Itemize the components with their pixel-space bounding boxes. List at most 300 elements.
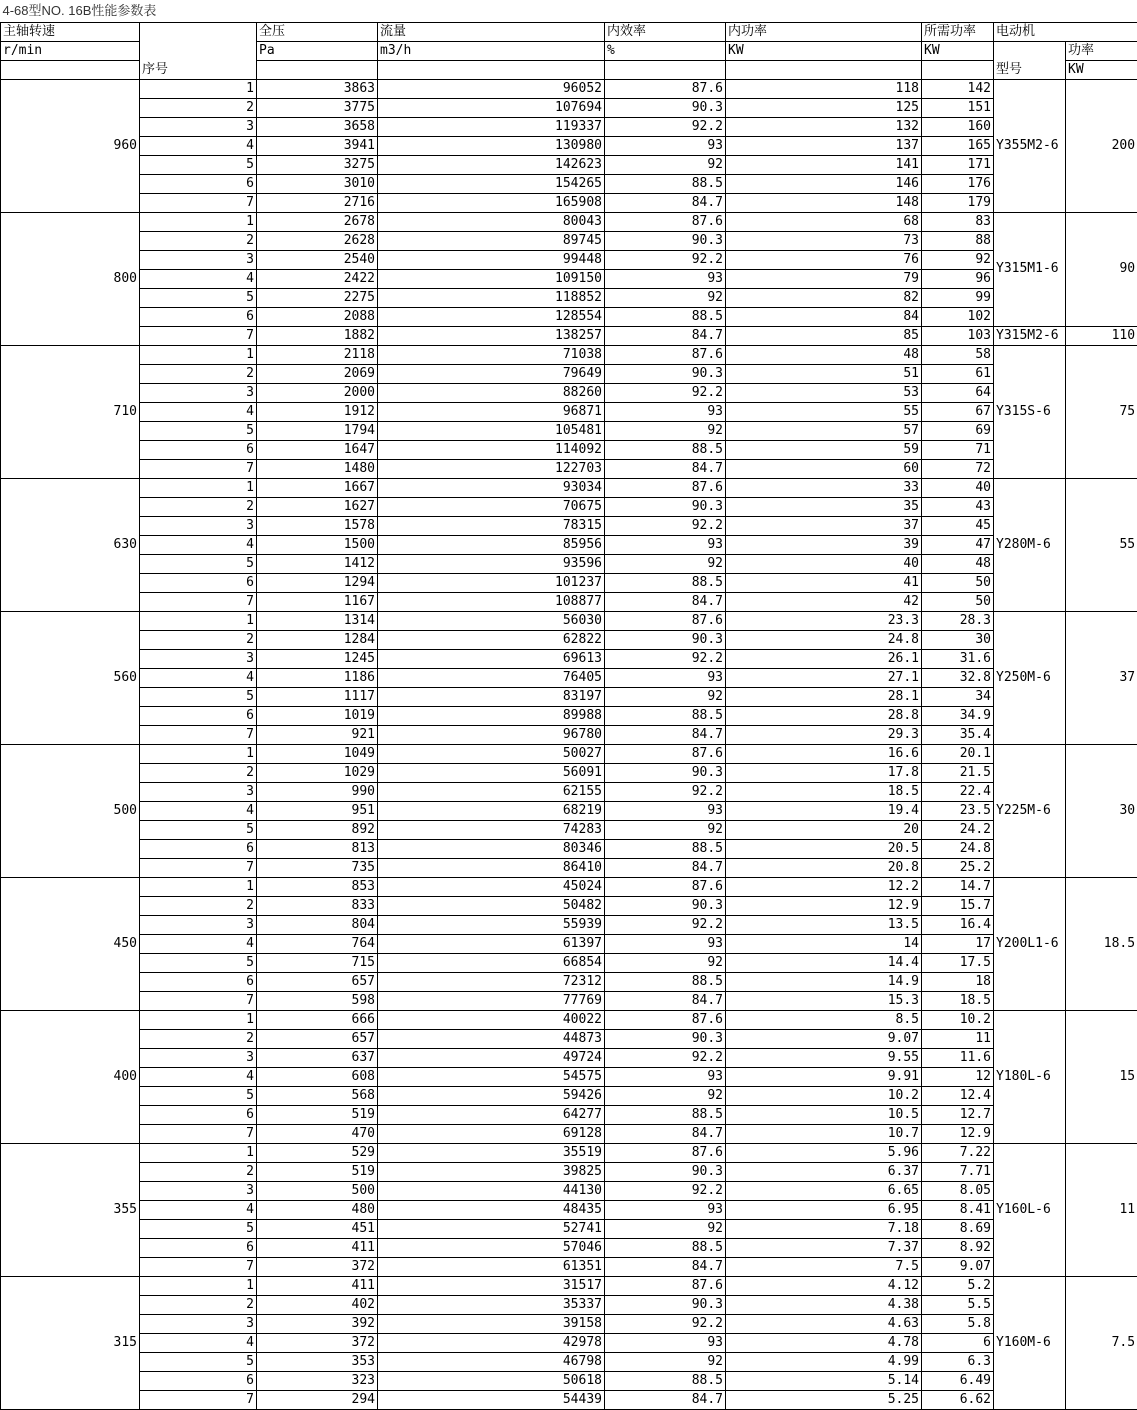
pressure-cell[interactable]: 500 xyxy=(257,1181,378,1200)
required-power-cell[interactable]: 12 xyxy=(922,1067,994,1086)
flow-cell[interactable]: 61397 xyxy=(378,934,605,953)
row-index-cell[interactable]: 5 xyxy=(140,288,257,307)
internal-power-cell[interactable]: 73 xyxy=(726,231,922,250)
flow-cell[interactable]: 89745 xyxy=(378,231,605,250)
internal-power-cell[interactable]: 12.2 xyxy=(726,877,922,896)
flow-cell[interactable]: 31517 xyxy=(378,1276,605,1295)
row-index-cell[interactable]: 6 xyxy=(140,573,257,592)
row-index-cell[interactable]: 6 xyxy=(140,706,257,725)
required-power-cell[interactable]: 10.2 xyxy=(922,1010,994,1029)
efficiency-cell[interactable]: 87.6 xyxy=(605,1010,726,1029)
efficiency-cell[interactable]: 93 xyxy=(605,934,726,953)
internal-power-cell[interactable]: 4.12 xyxy=(726,1276,922,1295)
row-index-cell[interactable]: 5 xyxy=(140,687,257,706)
efficiency-cell[interactable]: 93 xyxy=(605,402,726,421)
header-blank-cell[interactable] xyxy=(1,60,140,79)
pressure-cell[interactable]: 568 xyxy=(257,1086,378,1105)
required-power-cell[interactable]: 14.7 xyxy=(922,877,994,896)
flow-cell[interactable]: 93034 xyxy=(378,478,605,497)
row-index-cell[interactable]: 1 xyxy=(140,478,257,497)
row-index-cell[interactable]: 2 xyxy=(140,98,257,117)
internal-power-cell[interactable]: 24.8 xyxy=(726,630,922,649)
efficiency-cell[interactable]: 90.3 xyxy=(605,763,726,782)
header-speed[interactable]: 主轴转速 xyxy=(1,22,140,41)
required-power-cell[interactable]: 103 xyxy=(922,326,994,345)
internal-power-cell[interactable]: 118 xyxy=(726,79,922,98)
motor-power-cell[interactable]: 110 xyxy=(1066,326,1137,345)
row-index-cell[interactable]: 7 xyxy=(140,1390,257,1409)
pressure-cell[interactable]: 1647 xyxy=(257,440,378,459)
row-index-cell[interactable]: 4 xyxy=(140,136,257,155)
internal-power-cell[interactable]: 37 xyxy=(726,516,922,535)
flow-cell[interactable]: 44130 xyxy=(378,1181,605,1200)
row-index-cell[interactable]: 6 xyxy=(140,1105,257,1124)
internal-power-cell[interactable]: 68 xyxy=(726,212,922,231)
efficiency-cell[interactable]: 93 xyxy=(605,1200,726,1219)
flow-cell[interactable]: 70675 xyxy=(378,497,605,516)
required-power-cell[interactable]: 24.2 xyxy=(922,820,994,839)
pressure-cell[interactable]: 2118 xyxy=(257,345,378,364)
pressure-cell[interactable]: 402 xyxy=(257,1295,378,1314)
required-power-cell[interactable]: 21.5 xyxy=(922,763,994,782)
pressure-cell[interactable]: 519 xyxy=(257,1105,378,1124)
flow-cell[interactable]: 39825 xyxy=(378,1162,605,1181)
flow-cell[interactable]: 46798 xyxy=(378,1352,605,1371)
speed-cell[interactable]: 800 xyxy=(1,212,140,345)
pressure-cell[interactable]: 813 xyxy=(257,839,378,858)
internal-power-cell[interactable]: 17.8 xyxy=(726,763,922,782)
unit-motor-power[interactable]: KW xyxy=(1066,60,1137,79)
flow-cell[interactable]: 62155 xyxy=(378,782,605,801)
flow-cell[interactable]: 64277 xyxy=(378,1105,605,1124)
row-index-cell[interactable]: 4 xyxy=(140,1067,257,1086)
efficiency-cell[interactable]: 92.2 xyxy=(605,250,726,269)
required-power-cell[interactable]: 6.62 xyxy=(922,1390,994,1409)
pressure-cell[interactable]: 892 xyxy=(257,820,378,839)
pressure-cell[interactable]: 372 xyxy=(257,1333,378,1352)
required-power-cell[interactable]: 50 xyxy=(922,592,994,611)
row-index-cell[interactable]: 4 xyxy=(140,1200,257,1219)
required-power-cell[interactable]: 6.3 xyxy=(922,1352,994,1371)
efficiency-cell[interactable]: 84.7 xyxy=(605,991,726,1010)
internal-power-cell[interactable]: 14 xyxy=(726,934,922,953)
row-index-cell[interactable]: 3 xyxy=(140,516,257,535)
flow-cell[interactable]: 89988 xyxy=(378,706,605,725)
row-index-cell[interactable]: 3 xyxy=(140,250,257,269)
header-internal-power[interactable]: 内功率 xyxy=(726,22,922,41)
header-motor-model[interactable]: 型号 xyxy=(994,41,1066,79)
required-power-cell[interactable]: 45 xyxy=(922,516,994,535)
header-blank-cell[interactable] xyxy=(922,60,994,79)
motor-power-cell[interactable]: 11 xyxy=(1066,1143,1137,1276)
internal-power-cell[interactable]: 39 xyxy=(726,535,922,554)
internal-power-cell[interactable]: 20.8 xyxy=(726,858,922,877)
speed-cell[interactable]: 355 xyxy=(1,1143,140,1276)
internal-power-cell[interactable]: 79 xyxy=(726,269,922,288)
efficiency-cell[interactable]: 90.3 xyxy=(605,630,726,649)
row-index-cell[interactable]: 5 xyxy=(140,155,257,174)
flow-cell[interactable]: 59426 xyxy=(378,1086,605,1105)
required-power-cell[interactable]: 8.69 xyxy=(922,1219,994,1238)
required-power-cell[interactable]: 47 xyxy=(922,535,994,554)
motor-power-cell[interactable]: 55 xyxy=(1066,478,1137,611)
speed-cell[interactable]: 315 xyxy=(1,1276,140,1409)
header-pressure[interactable]: 全压 xyxy=(257,22,378,41)
pressure-cell[interactable]: 1627 xyxy=(257,497,378,516)
required-power-cell[interactable]: 18 xyxy=(922,972,994,991)
internal-power-cell[interactable]: 6.95 xyxy=(726,1200,922,1219)
pressure-cell[interactable]: 735 xyxy=(257,858,378,877)
efficiency-cell[interactable]: 92.2 xyxy=(605,516,726,535)
row-index-cell[interactable]: 5 xyxy=(140,421,257,440)
row-index-cell[interactable]: 6 xyxy=(140,972,257,991)
efficiency-cell[interactable]: 93 xyxy=(605,668,726,687)
flow-cell[interactable]: 40022 xyxy=(378,1010,605,1029)
unit-pressure[interactable]: Pa xyxy=(257,41,378,60)
internal-power-cell[interactable]: 53 xyxy=(726,383,922,402)
pressure-cell[interactable]: 1186 xyxy=(257,668,378,687)
flow-cell[interactable]: 107694 xyxy=(378,98,605,117)
required-power-cell[interactable]: 17 xyxy=(922,934,994,953)
row-index-cell[interactable]: 5 xyxy=(140,953,257,972)
row-index-cell[interactable]: 7 xyxy=(140,1124,257,1143)
motor-power-cell[interactable]: 7.5 xyxy=(1066,1276,1137,1409)
required-power-cell[interactable]: 6.49 xyxy=(922,1371,994,1390)
required-power-cell[interactable]: 96 xyxy=(922,269,994,288)
internal-power-cell[interactable]: 9.91 xyxy=(726,1067,922,1086)
flow-cell[interactable]: 57046 xyxy=(378,1238,605,1257)
pressure-cell[interactable]: 2540 xyxy=(257,250,378,269)
internal-power-cell[interactable]: 41 xyxy=(726,573,922,592)
efficiency-cell[interactable]: 92.2 xyxy=(605,383,726,402)
motor-model-cell[interactable]: Y250M-6 xyxy=(994,611,1066,744)
internal-power-cell[interactable]: 48 xyxy=(726,345,922,364)
pressure-cell[interactable]: 1912 xyxy=(257,402,378,421)
pressure-cell[interactable]: 3275 xyxy=(257,155,378,174)
flow-cell[interactable]: 61351 xyxy=(378,1257,605,1276)
internal-power-cell[interactable]: 55 xyxy=(726,402,922,421)
flow-cell[interactable]: 93596 xyxy=(378,554,605,573)
flow-cell[interactable]: 96052 xyxy=(378,79,605,98)
flow-cell[interactable]: 50618 xyxy=(378,1371,605,1390)
pressure-cell[interactable]: 2069 xyxy=(257,364,378,383)
flow-cell[interactable]: 99448 xyxy=(378,250,605,269)
internal-power-cell[interactable]: 9.55 xyxy=(726,1048,922,1067)
pressure-cell[interactable]: 1794 xyxy=(257,421,378,440)
motor-model-cell[interactable]: Y225M-6 xyxy=(994,744,1066,877)
internal-power-cell[interactable]: 23.3 xyxy=(726,611,922,630)
row-index-cell[interactable]: 3 xyxy=(140,1314,257,1333)
pressure-cell[interactable]: 1117 xyxy=(257,687,378,706)
flow-cell[interactable]: 83197 xyxy=(378,687,605,706)
efficiency-cell[interactable]: 87.6 xyxy=(605,478,726,497)
efficiency-cell[interactable]: 92.2 xyxy=(605,1314,726,1333)
pressure-cell[interactable]: 2275 xyxy=(257,288,378,307)
internal-power-cell[interactable]: 6.37 xyxy=(726,1162,922,1181)
pressure-cell[interactable]: 833 xyxy=(257,896,378,915)
motor-model-cell[interactable]: Y280M-6 xyxy=(994,478,1066,611)
row-index-cell[interactable]: 2 xyxy=(140,630,257,649)
efficiency-cell[interactable]: 84.7 xyxy=(605,1124,726,1143)
row-index-cell[interactable]: 6 xyxy=(140,174,257,193)
pressure-cell[interactable]: 1412 xyxy=(257,554,378,573)
row-index-cell[interactable]: 1 xyxy=(140,212,257,231)
pressure-cell[interactable]: 2716 xyxy=(257,193,378,212)
row-index-cell[interactable]: 4 xyxy=(140,801,257,820)
row-index-cell[interactable]: 2 xyxy=(140,364,257,383)
required-power-cell[interactable]: 48 xyxy=(922,554,994,573)
flow-cell[interactable]: 119337 xyxy=(378,117,605,136)
flow-cell[interactable]: 86410 xyxy=(378,858,605,877)
efficiency-cell[interactable]: 84.7 xyxy=(605,193,726,212)
internal-power-cell[interactable]: 76 xyxy=(726,250,922,269)
row-index-cell[interactable]: 7 xyxy=(140,326,257,345)
internal-power-cell[interactable]: 148 xyxy=(726,193,922,212)
efficiency-cell[interactable]: 88.5 xyxy=(605,1371,726,1390)
required-power-cell[interactable]: 72 xyxy=(922,459,994,478)
internal-power-cell[interactable]: 9.07 xyxy=(726,1029,922,1048)
required-power-cell[interactable]: 151 xyxy=(922,98,994,117)
required-power-cell[interactable]: 31.6 xyxy=(922,649,994,668)
efficiency-cell[interactable]: 88.5 xyxy=(605,1238,726,1257)
required-power-cell[interactable]: 171 xyxy=(922,155,994,174)
row-index-cell[interactable]: 5 xyxy=(140,1352,257,1371)
speed-cell[interactable]: 960 xyxy=(1,79,140,212)
required-power-cell[interactable]: 8.92 xyxy=(922,1238,994,1257)
sheet-title[interactable]: 4-68型NO. 16B性能参数表 xyxy=(1,0,1137,22)
required-power-cell[interactable]: 8.05 xyxy=(922,1181,994,1200)
required-power-cell[interactable]: 9.07 xyxy=(922,1257,994,1276)
required-power-cell[interactable]: 5.5 xyxy=(922,1295,994,1314)
efficiency-cell[interactable]: 92 xyxy=(605,1219,726,1238)
pressure-cell[interactable]: 323 xyxy=(257,1371,378,1390)
pressure-cell[interactable]: 637 xyxy=(257,1048,378,1067)
efficiency-cell[interactable]: 90.3 xyxy=(605,896,726,915)
efficiency-cell[interactable]: 92 xyxy=(605,953,726,972)
pressure-cell[interactable]: 1245 xyxy=(257,649,378,668)
pressure-cell[interactable]: 411 xyxy=(257,1276,378,1295)
header-blank-cell[interactable] xyxy=(257,60,378,79)
pressure-cell[interactable]: 764 xyxy=(257,934,378,953)
row-index-cell[interactable]: 3 xyxy=(140,1181,257,1200)
row-index-cell[interactable]: 4 xyxy=(140,934,257,953)
required-power-cell[interactable]: 165 xyxy=(922,136,994,155)
efficiency-cell[interactable]: 87.6 xyxy=(605,1276,726,1295)
row-index-cell[interactable]: 5 xyxy=(140,554,257,573)
internal-power-cell[interactable]: 85 xyxy=(726,326,922,345)
row-index-cell[interactable]: 6 xyxy=(140,1238,257,1257)
efficiency-cell[interactable]: 88.5 xyxy=(605,839,726,858)
flow-cell[interactable]: 71038 xyxy=(378,345,605,364)
flow-cell[interactable]: 35337 xyxy=(378,1295,605,1314)
required-power-cell[interactable]: 61 xyxy=(922,364,994,383)
row-index-cell[interactable]: 1 xyxy=(140,611,257,630)
required-power-cell[interactable]: 16.4 xyxy=(922,915,994,934)
flow-cell[interactable]: 45024 xyxy=(378,877,605,896)
row-index-cell[interactable]: 4 xyxy=(140,668,257,687)
pressure-cell[interactable]: 470 xyxy=(257,1124,378,1143)
efficiency-cell[interactable]: 84.7 xyxy=(605,1257,726,1276)
pressure-cell[interactable]: 294 xyxy=(257,1390,378,1409)
required-power-cell[interactable]: 12.9 xyxy=(922,1124,994,1143)
motor-model-cell[interactable]: Y160M-6 xyxy=(994,1276,1066,1409)
required-power-cell[interactable]: 11 xyxy=(922,1029,994,1048)
row-index-cell[interactable]: 2 xyxy=(140,1162,257,1181)
row-index-cell[interactable]: 1 xyxy=(140,744,257,763)
row-index-cell[interactable]: 7 xyxy=(140,459,257,478)
header-motor-power[interactable]: 功率 xyxy=(1066,41,1137,60)
pressure-cell[interactable]: 2628 xyxy=(257,231,378,250)
pressure-cell[interactable]: 2088 xyxy=(257,307,378,326)
internal-power-cell[interactable]: 26.1 xyxy=(726,649,922,668)
efficiency-cell[interactable]: 88.5 xyxy=(605,972,726,991)
flow-cell[interactable]: 101237 xyxy=(378,573,605,592)
internal-power-cell[interactable]: 42 xyxy=(726,592,922,611)
required-power-cell[interactable]: 8.41 xyxy=(922,1200,994,1219)
efficiency-cell[interactable]: 93 xyxy=(605,535,726,554)
required-power-cell[interactable]: 20.1 xyxy=(922,744,994,763)
required-power-cell[interactable]: 28.3 xyxy=(922,611,994,630)
required-power-cell[interactable]: 5.2 xyxy=(922,1276,994,1295)
internal-power-cell[interactable]: 59 xyxy=(726,440,922,459)
efficiency-cell[interactable]: 92 xyxy=(605,421,726,440)
required-power-cell[interactable]: 18.5 xyxy=(922,991,994,1010)
motor-power-cell[interactable]: 75 xyxy=(1066,345,1137,478)
unit-speed[interactable]: r/min xyxy=(1,41,140,60)
pressure-cell[interactable]: 3775 xyxy=(257,98,378,117)
efficiency-cell[interactable]: 84.7 xyxy=(605,1390,726,1409)
pressure-cell[interactable]: 480 xyxy=(257,1200,378,1219)
flow-cell[interactable]: 122703 xyxy=(378,459,605,478)
efficiency-cell[interactable]: 92.2 xyxy=(605,782,726,801)
speed-cell[interactable]: 500 xyxy=(1,744,140,877)
speed-cell[interactable]: 560 xyxy=(1,611,140,744)
row-index-cell[interactable]: 3 xyxy=(140,649,257,668)
required-power-cell[interactable]: 7.22 xyxy=(922,1143,994,1162)
internal-power-cell[interactable]: 35 xyxy=(726,497,922,516)
row-index-cell[interactable]: 4 xyxy=(140,402,257,421)
internal-power-cell[interactable]: 7.5 xyxy=(726,1257,922,1276)
efficiency-cell[interactable]: 92.2 xyxy=(605,117,726,136)
efficiency-cell[interactable]: 92 xyxy=(605,155,726,174)
required-power-cell[interactable]: 25.2 xyxy=(922,858,994,877)
motor-power-cell[interactable]: 30 xyxy=(1066,744,1137,877)
required-power-cell[interactable]: 58 xyxy=(922,345,994,364)
required-power-cell[interactable]: 88 xyxy=(922,231,994,250)
pressure-cell[interactable]: 353 xyxy=(257,1352,378,1371)
efficiency-cell[interactable]: 88.5 xyxy=(605,706,726,725)
row-index-cell[interactable]: 2 xyxy=(140,1029,257,1048)
internal-power-cell[interactable]: 33 xyxy=(726,478,922,497)
internal-power-cell[interactable]: 4.99 xyxy=(726,1352,922,1371)
pressure-cell[interactable]: 1578 xyxy=(257,516,378,535)
row-index-cell[interactable]: 2 xyxy=(140,231,257,250)
row-index-cell[interactable]: 1 xyxy=(140,79,257,98)
flow-cell[interactable]: 80346 xyxy=(378,839,605,858)
pressure-cell[interactable]: 853 xyxy=(257,877,378,896)
internal-power-cell[interactable]: 14.4 xyxy=(726,953,922,972)
motor-power-cell[interactable]: 15 xyxy=(1066,1010,1137,1143)
motor-model-cell[interactable]: Y200L1-6 xyxy=(994,877,1066,1010)
internal-power-cell[interactable]: 5.14 xyxy=(726,1371,922,1390)
pressure-cell[interactable]: 372 xyxy=(257,1257,378,1276)
flow-cell[interactable]: 56091 xyxy=(378,763,605,782)
flow-cell[interactable]: 52741 xyxy=(378,1219,605,1238)
flow-cell[interactable]: 50027 xyxy=(378,744,605,763)
header-blank-cell[interactable] xyxy=(378,60,605,79)
efficiency-cell[interactable]: 93 xyxy=(605,801,726,820)
pressure-cell[interactable]: 1314 xyxy=(257,611,378,630)
efficiency-cell[interactable]: 90.3 xyxy=(605,1295,726,1314)
internal-power-cell[interactable]: 5.96 xyxy=(726,1143,922,1162)
motor-model-cell[interactable]: Y315M1-6 xyxy=(994,212,1066,326)
row-index-cell[interactable]: 6 xyxy=(140,1371,257,1390)
required-power-cell[interactable]: 69 xyxy=(922,421,994,440)
row-index-cell[interactable]: 4 xyxy=(140,269,257,288)
row-index-cell[interactable]: 6 xyxy=(140,307,257,326)
internal-power-cell[interactable]: 14.9 xyxy=(726,972,922,991)
pressure-cell[interactable]: 657 xyxy=(257,972,378,991)
pressure-cell[interactable]: 1049 xyxy=(257,744,378,763)
header-required-power[interactable]: 所需功率 xyxy=(922,22,994,41)
required-power-cell[interactable]: 32.8 xyxy=(922,668,994,687)
efficiency-cell[interactable]: 93 xyxy=(605,1333,726,1352)
efficiency-cell[interactable]: 92.2 xyxy=(605,1048,726,1067)
flow-cell[interactable]: 72312 xyxy=(378,972,605,991)
efficiency-cell[interactable]: 88.5 xyxy=(605,174,726,193)
efficiency-cell[interactable]: 93 xyxy=(605,1067,726,1086)
efficiency-cell[interactable]: 90.3 xyxy=(605,98,726,117)
pressure-cell[interactable]: 529 xyxy=(257,1143,378,1162)
efficiency-cell[interactable]: 87.6 xyxy=(605,877,726,896)
row-index-cell[interactable]: 2 xyxy=(140,497,257,516)
pressure-cell[interactable]: 1019 xyxy=(257,706,378,725)
efficiency-cell[interactable]: 87.6 xyxy=(605,1143,726,1162)
motor-model-cell[interactable]: Y355M2-6 xyxy=(994,79,1066,212)
internal-power-cell[interactable]: 125 xyxy=(726,98,922,117)
efficiency-cell[interactable]: 88.5 xyxy=(605,307,726,326)
row-index-cell[interactable]: 1 xyxy=(140,1276,257,1295)
internal-power-cell[interactable]: 8.5 xyxy=(726,1010,922,1029)
required-power-cell[interactable]: 35.4 xyxy=(922,725,994,744)
row-index-cell[interactable]: 3 xyxy=(140,383,257,402)
internal-power-cell[interactable]: 132 xyxy=(726,117,922,136)
internal-power-cell[interactable]: 7.37 xyxy=(726,1238,922,1257)
required-power-cell[interactable]: 22.4 xyxy=(922,782,994,801)
flow-cell[interactable]: 39158 xyxy=(378,1314,605,1333)
pressure-cell[interactable]: 1029 xyxy=(257,763,378,782)
unit-internal-power[interactable]: KW xyxy=(726,41,922,60)
pressure-cell[interactable]: 451 xyxy=(257,1219,378,1238)
motor-model-cell[interactable]: Y315M2-6 xyxy=(994,326,1066,345)
flow-cell[interactable]: 69128 xyxy=(378,1124,605,1143)
header-blank-cell[interactable] xyxy=(605,60,726,79)
efficiency-cell[interactable]: 88.5 xyxy=(605,440,726,459)
row-index-cell[interactable]: 3 xyxy=(140,117,257,136)
internal-power-cell[interactable]: 137 xyxy=(726,136,922,155)
internal-power-cell[interactable]: 4.63 xyxy=(726,1314,922,1333)
row-index-cell[interactable]: 1 xyxy=(140,1143,257,1162)
efficiency-cell[interactable]: 90.3 xyxy=(605,497,726,516)
flow-cell[interactable]: 96780 xyxy=(378,725,605,744)
pressure-cell[interactable]: 392 xyxy=(257,1314,378,1333)
flow-cell[interactable]: 96871 xyxy=(378,402,605,421)
internal-power-cell[interactable]: 4.38 xyxy=(726,1295,922,1314)
efficiency-cell[interactable]: 87.6 xyxy=(605,212,726,231)
row-index-cell[interactable]: 6 xyxy=(140,440,257,459)
pressure-cell[interactable]: 715 xyxy=(257,953,378,972)
row-index-cell[interactable]: 3 xyxy=(140,782,257,801)
